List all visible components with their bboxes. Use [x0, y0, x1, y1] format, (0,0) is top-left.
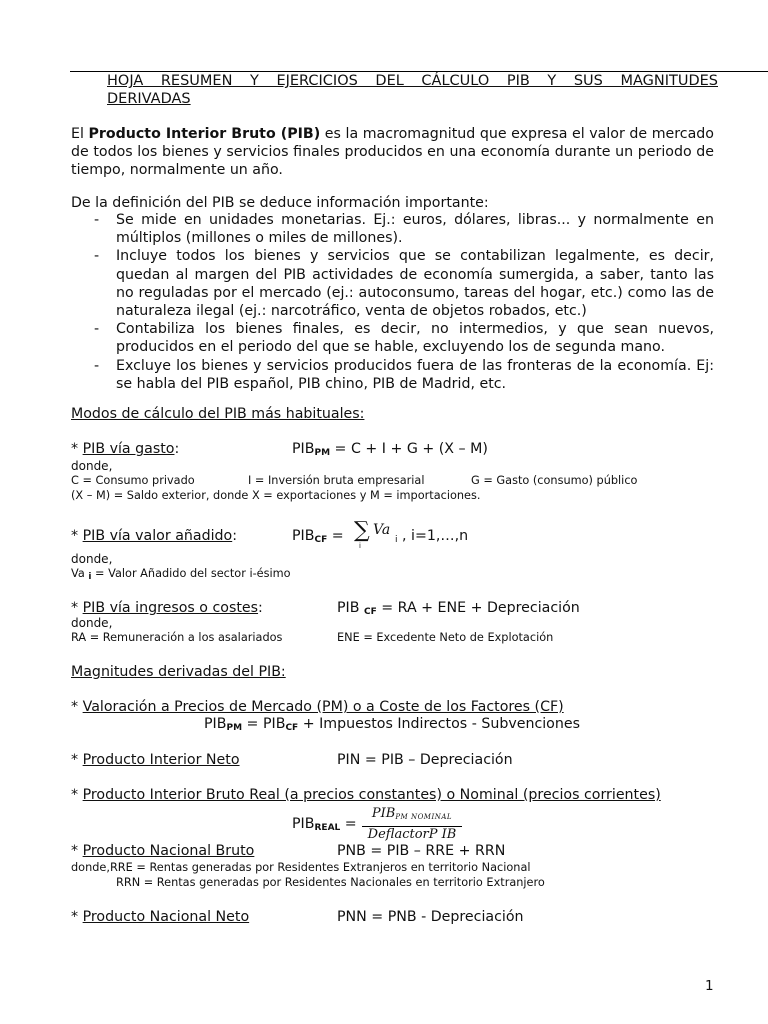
bullet-star: * [71, 752, 83, 768]
numerator-subscript: PM NOMINAL [395, 813, 453, 821]
formula-range: , i=1,…,n [397, 528, 469, 544]
intro-lead: El [71, 126, 89, 142]
formula-pib: PIB [337, 600, 364, 616]
pnn-label-row [71, 909, 249, 925]
formula-rest: = RA + ENE + Depreciación [376, 600, 580, 616]
title-line-2: DERIVADAS [107, 91, 191, 107]
formula-subscript: CF [285, 723, 299, 733]
colon: : [258, 600, 263, 616]
gasto-def-xm: (X – M) = Saldo exterior, donde X = exportaciones y M = importaciones. [71, 489, 481, 502]
fraction-numerator [362, 806, 462, 827]
real-label-row [71, 787, 661, 803]
pnn-label: Producto Nacional Neto [82, 909, 250, 925]
ingresos-donde: donde, [71, 616, 113, 630]
bullet-star: * [71, 699, 83, 715]
ingresos-def-ra: RA = Remuneración a los asalariados [71, 631, 283, 644]
real-label: Producto Interior Bruto Real (a precios constantes) o Nominal (precios corrientes) [82, 787, 661, 803]
bullet-star: * [71, 787, 83, 803]
definition-list [94, 211, 714, 393]
numerator-main: PIB [371, 806, 396, 821]
formula-pib: PIB [292, 441, 315, 457]
formula-equals: = PIB [242, 716, 286, 732]
definition-bullet: - Incluye todos los bienes y servicios que se contabilizan legalmente, es decir, quedan al margen del PIB actividades de economía sumergida, a saber, tanto las no reguladas por el mercado (ej.: autoconsumo, tareas del hogar, etc.) como las de naturaleza ilegal (ej.: narcotráfico, venta de objetos robados, etc.) [94, 247, 714, 320]
ingresos-def-ene: ENE = Excedente Neto de Explotación [337, 631, 554, 644]
gasto-def-i: I = Inversión bruta empresarial [248, 474, 425, 487]
bullet-star: * [71, 909, 83, 925]
formula-equals: = [327, 528, 344, 544]
def-va-subscript: i [88, 572, 92, 582]
gasto-label: PIB vía gasto [82, 441, 175, 457]
pnb-formula: PNB = PIB – RRE + RRN [337, 843, 506, 859]
valoracion-label: Valoración a Precios de Mercado (PM) o a Coste de los Factores (CF) [82, 699, 564, 715]
valoracion-label-row [71, 699, 564, 715]
formula-va: Va [373, 522, 391, 538]
modos-heading: Modos de cálculo del PIB más habituales: [71, 406, 365, 422]
ingresos-label-row [71, 600, 263, 616]
intro-bold-term: Producto Interior Bruto (PIB) [88, 126, 321, 142]
bullet-star: * [71, 441, 83, 457]
formula-subscript: i [395, 535, 398, 545]
formula-subscript: CF [314, 535, 328, 545]
gasto-formula [292, 441, 488, 458]
definition-bullet: - Se mide en unidades monetarias. Ej.: euros, dólares, libras... y normalmente en múltiplos (millones o miles de millones). [94, 211, 714, 247]
valor-formula [292, 528, 344, 545]
gasto-donde: donde, [71, 459, 113, 473]
gasto-def-g: G = Gasto (consumo) público [471, 474, 638, 487]
def-va-symbol: Va [71, 567, 85, 580]
real-fraction [362, 806, 462, 843]
pnb-def-rrn: RRN = Rentas generadas por Residentes Nacionales en territorio Extranjero [116, 876, 545, 889]
definition-bullet: - Excluye los bienes y servicios producidos fuera de las fronteras de la economía. Ej: se habla del PIB español, PIB chino, PIB de Madrid, etc. [94, 357, 714, 393]
formula-subscript: PM [226, 723, 243, 733]
valor-def-va [71, 567, 291, 582]
derivadas-heading: Magnitudes derivadas del PIB: [71, 664, 286, 680]
formula-rest: = C + I + G + (X – M) [330, 441, 488, 457]
document-title [107, 72, 718, 108]
pnb-def-rre: donde,RRE = Rentas generadas por Residentes Extranjeros en territorio Nacional [71, 861, 531, 874]
ingresos-formula [337, 600, 580, 617]
valor-range [395, 528, 468, 545]
formula-rest: + Impuestos Indirectos - Subvenciones [298, 716, 580, 732]
definition-heading: De la definición del PIB se deduce información importante: [71, 195, 489, 211]
intro-rest: es la macromagnitud que expresa el valor de mercado de todos los bienes y servicios finales producidos en una economía durante un periodo de tiempo, normalmente un año. [71, 126, 714, 179]
fraction-denominator: DeflactorP IB [367, 827, 457, 842]
pin-label: Producto Interior Neto [82, 752, 240, 768]
valor-label: PIB vía valor añadido [82, 528, 233, 544]
formula-equals: = [340, 816, 357, 832]
pin-label-row [71, 752, 240, 768]
valoracion-formula [204, 716, 580, 733]
ingresos-label: PIB vía ingresos o costes [82, 600, 259, 616]
pnb-label: Producto Nacional Bruto [82, 843, 255, 859]
definition-bullet: - Contabiliza los bienes finales, es decir, no intermedios, y que sean nuevos, producidos en el periodo del que se hable, excluyendo los de segunda mano. [94, 320, 714, 356]
formula-subscript: REAL [314, 823, 341, 833]
intro-paragraph [71, 125, 714, 180]
formula-subscript: PM [314, 448, 331, 458]
formula-pib: PIB [204, 716, 227, 732]
def-va-text: = Valor Añadido del sector i-ésimo [91, 567, 291, 580]
formula-pib: PIB [292, 816, 315, 832]
gasto-def-c: C = Consumo privado [71, 474, 195, 487]
real-formula-left [292, 816, 357, 833]
pin-formula: PIN = PIB – Depreciación [337, 752, 513, 768]
bullet-star: * [71, 600, 83, 616]
formula-pib: PIB [292, 528, 315, 544]
bullet-star: * [71, 528, 83, 544]
gasto-label-row [71, 441, 179, 457]
page-number: 1 [705, 978, 714, 994]
valor-label-row [71, 528, 237, 544]
sigma-index: i [359, 542, 361, 550]
formula-subscript: CF [363, 607, 377, 617]
sigma-symbol: ∑ [354, 518, 370, 543]
colon: : [174, 441, 180, 457]
valor-donde: donde, [71, 552, 113, 566]
pnn-formula: PNN = PNB - Depreciación [337, 909, 524, 925]
colon: : [232, 528, 237, 544]
title-line-1: HOJA RESUMEN Y EJERCICIOS DEL CÁLCULO PIB Y SUS MAGNITUDES [107, 73, 718, 89]
bullet-star: * [71, 843, 83, 859]
pnb-label-row [71, 843, 254, 859]
